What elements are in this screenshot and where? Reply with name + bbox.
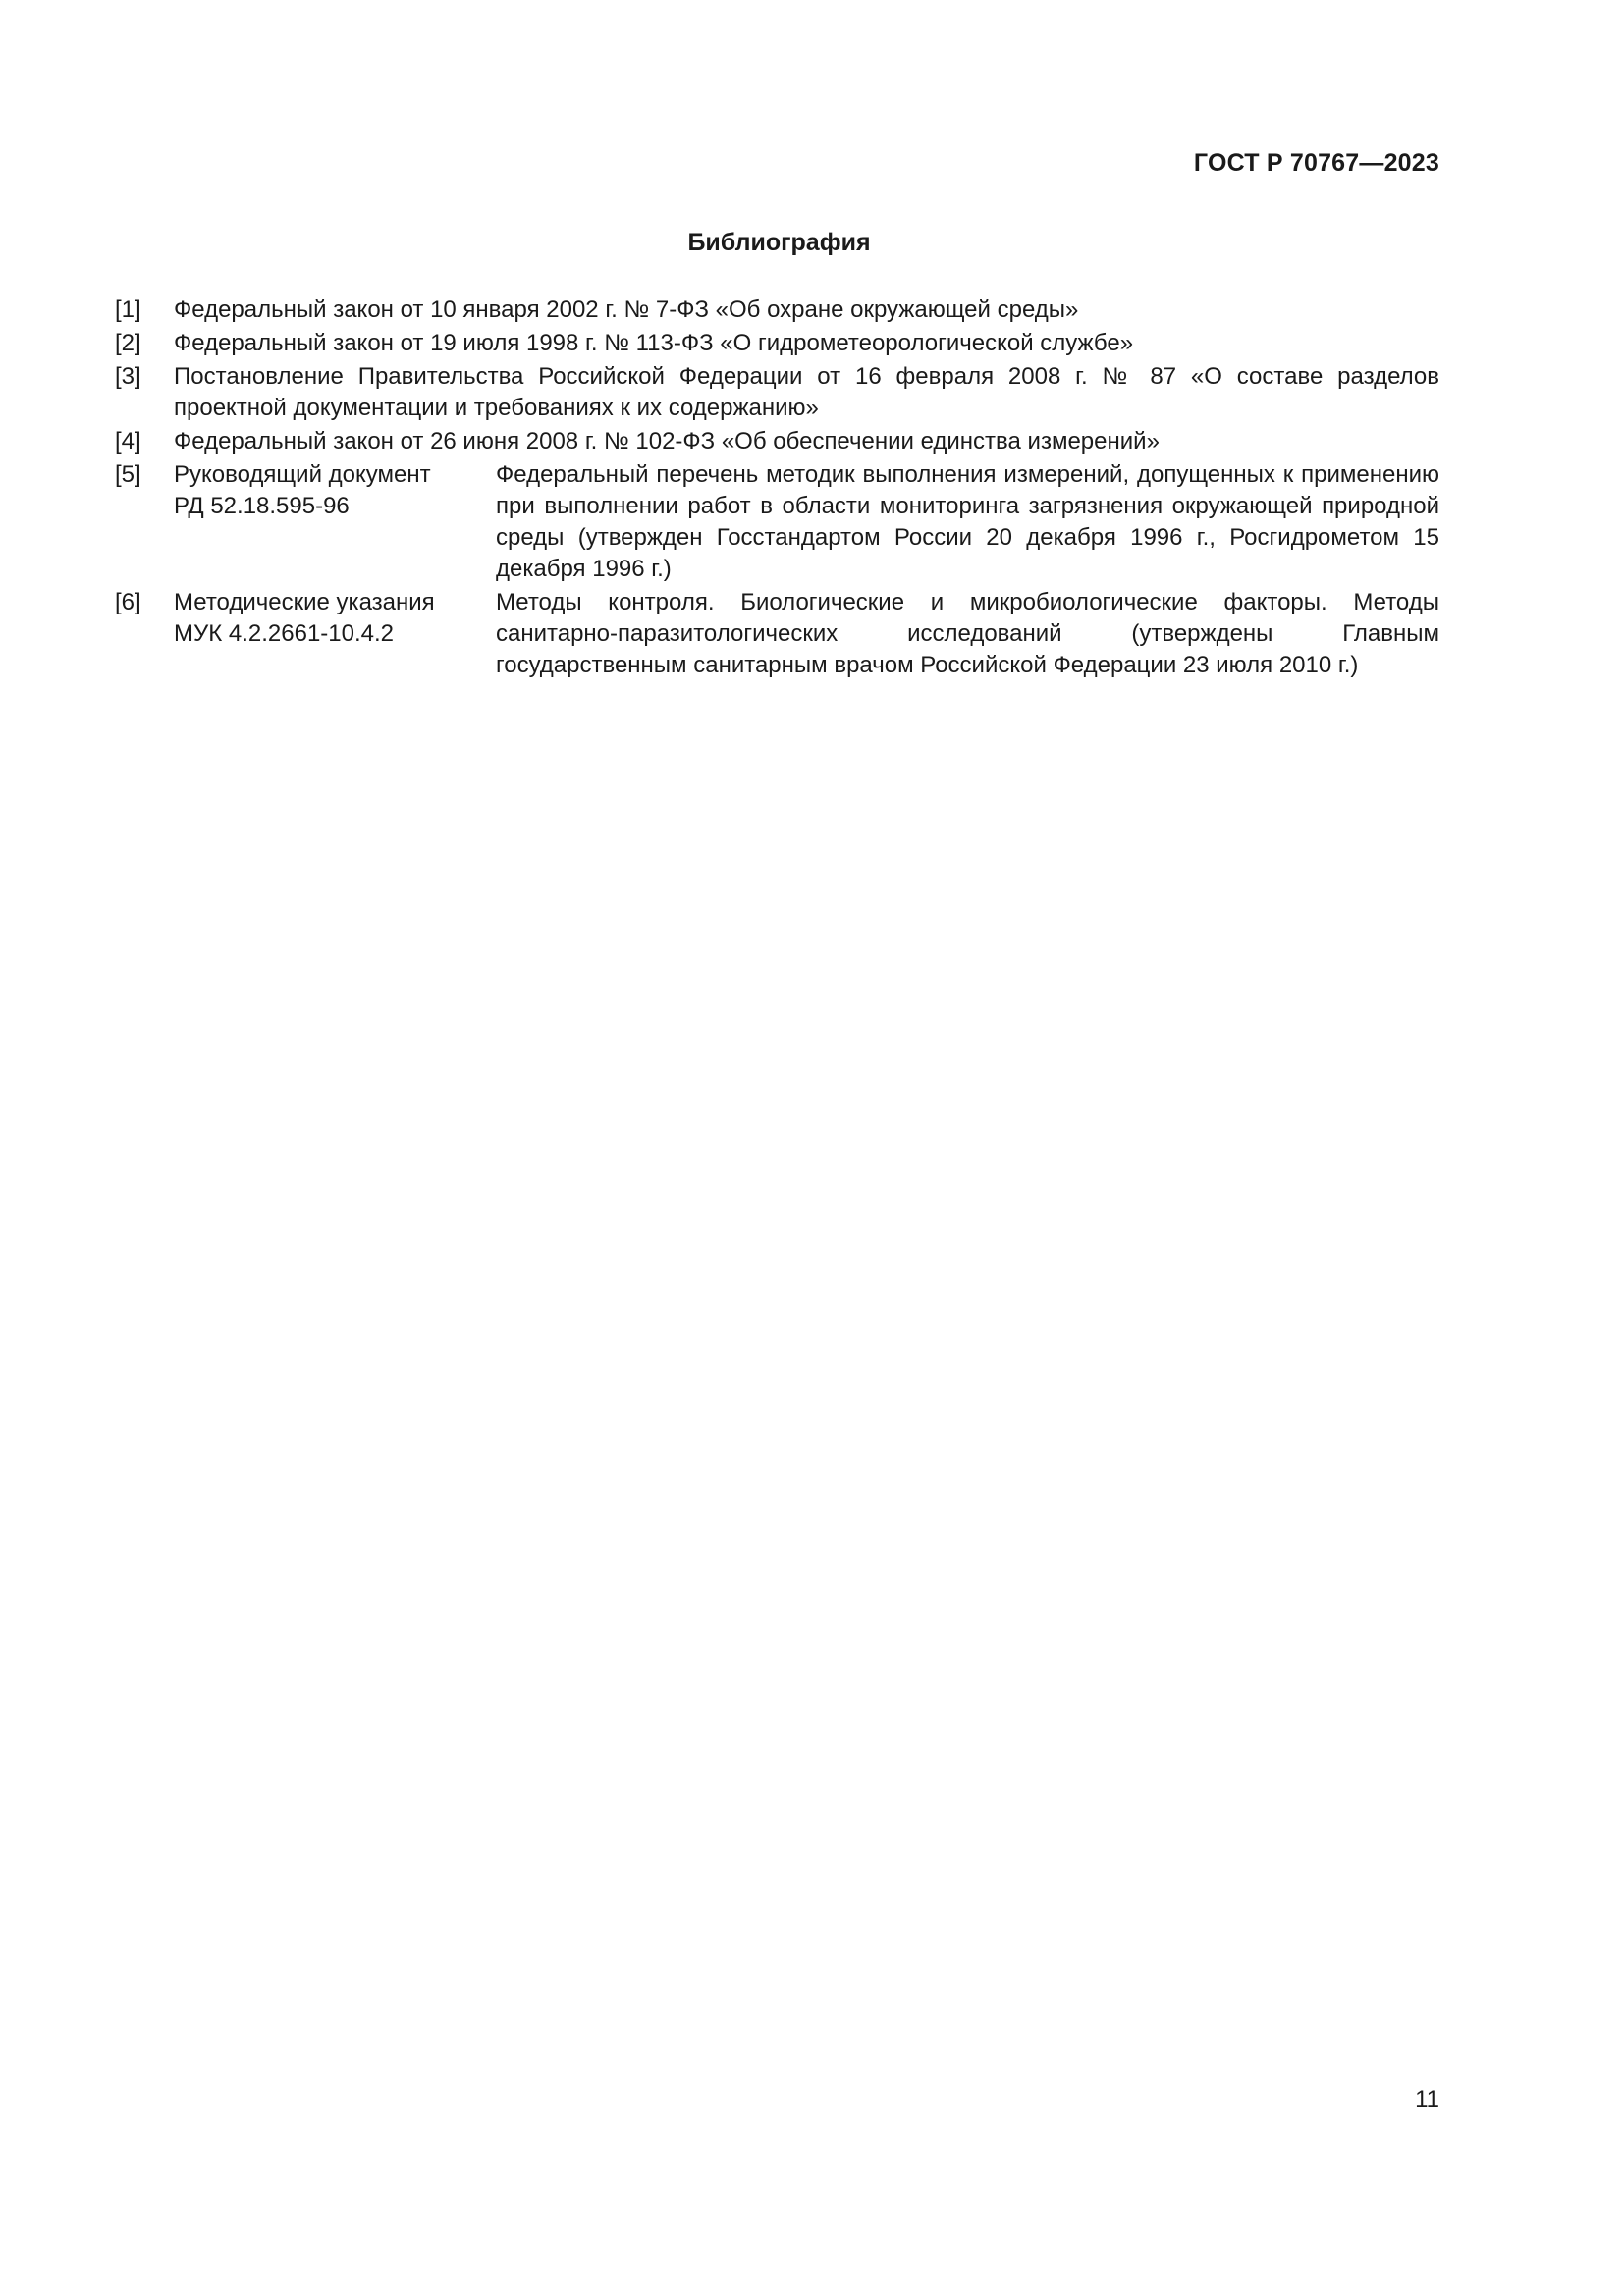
entry-number: [1] xyxy=(115,296,141,323)
entry-number: [3] xyxy=(115,363,141,390)
entry-reference xyxy=(174,459,496,585)
bibliography-entry-1 xyxy=(115,294,1439,326)
entry-reference-type: Методические указания xyxy=(174,589,435,615)
bibliography-title: Библиография xyxy=(687,229,871,256)
entry-number: [4] xyxy=(115,428,141,454)
entry-text: Постановление Правительства Российской Федерации от 16 февраля 2008 г. № 87 «О составе разделов проектной документации и требованиях к их содержанию» xyxy=(174,363,1439,421)
document-code: ГОСТ Р 70767—2023 xyxy=(1193,149,1439,177)
entry-number: [5] xyxy=(115,461,141,488)
bibliography-entry-4 xyxy=(115,426,1439,457)
bibliography-entry-6 xyxy=(115,587,1439,681)
entry-description: Методы контроля. Биологические и микробиологические факторы. Методы санитарно-паразитологических исследований (утверждены Главным государственным санитарным врачом Российской Федерации 23 июля 2010 г.) xyxy=(496,589,1439,678)
page-number: 11 xyxy=(1415,2086,1439,2112)
entry-description: Федеральный перечень методик выполнения измерений, допущенных к применению при выполнении работ в области мониторинга загрязнения окружающей природной среды (утвержден Госстандартом России 20 декабря 1996 г., Росгидрометом 15 декабря 1996 г.) xyxy=(496,461,1439,582)
entry-reference xyxy=(174,587,496,681)
bibliography-entry-5 xyxy=(115,459,1439,585)
bibliography-entry-3 xyxy=(115,361,1439,424)
entry-text: Федеральный закон от 19 июля 1998 г. № 113-ФЗ «О гидрометеорологической службе» xyxy=(174,330,1134,356)
entry-text: Федеральный закон от 10 января 2002 г. № 7-ФЗ «Об охране окружающей среды» xyxy=(174,296,1079,323)
entry-number: [6] xyxy=(115,589,141,615)
bibliography-list xyxy=(115,294,1439,683)
entry-reference-type: Руководящий документ xyxy=(174,461,431,488)
entry-number: [2] xyxy=(115,330,141,356)
entry-reference-code: МУК 4.2.2661-10.4.2 xyxy=(174,620,395,647)
entry-reference-code: РД 52.18.595-96 xyxy=(174,493,350,519)
entry-text: Федеральный закон от 26 июня 2008 г. № 102-ФЗ «Об обеспечении единства измерений» xyxy=(174,428,1160,454)
bibliography-entry-2 xyxy=(115,328,1439,359)
